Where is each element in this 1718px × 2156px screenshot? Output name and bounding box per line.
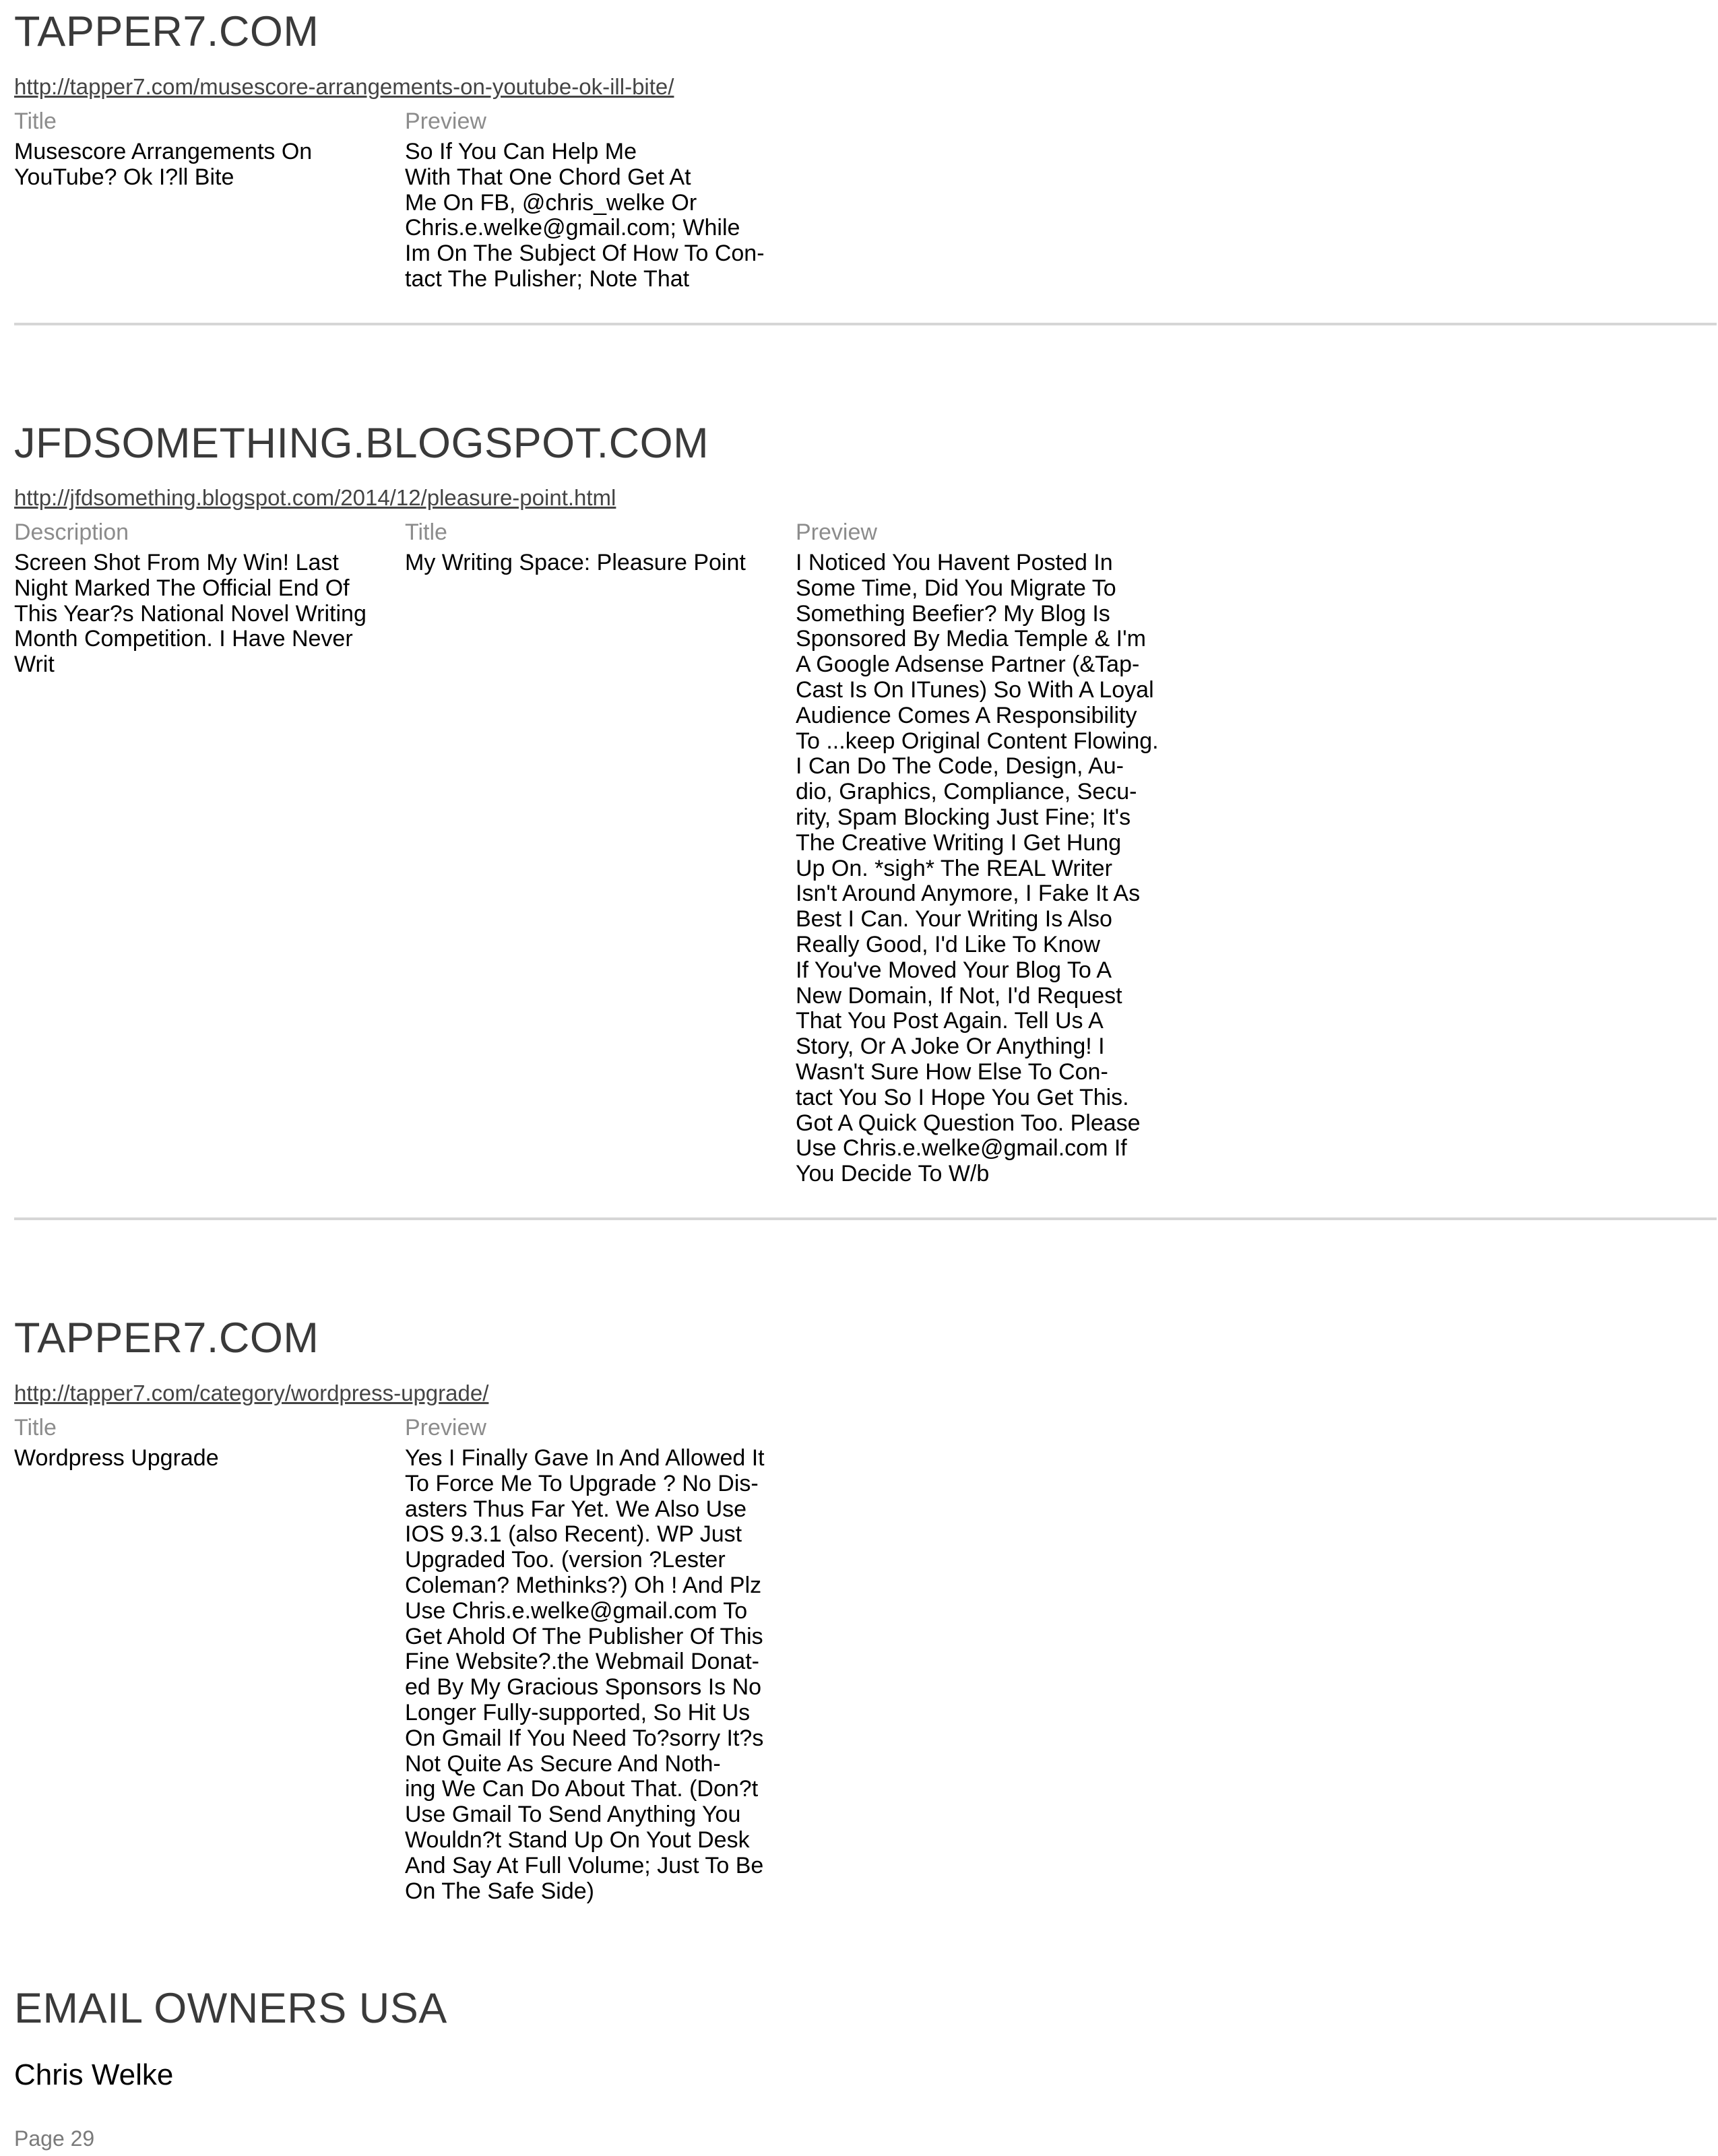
entry-domain-heading: JFDSOMETHING.BLOGSPOT.COM xyxy=(14,420,709,467)
preview-value: So If You Can Help Me With That One Chord Get At Me On FB, @chris_welke Or Chris.e.welke@gmail.com; While Im On The Subject Of How To Con- tact The Pulisher; Note That xyxy=(405,139,765,292)
entry-1 xyxy=(14,8,1712,307)
entry-2 xyxy=(14,422,1712,1197)
entry-domain-heading: TAPPER7.COM xyxy=(14,8,319,55)
title-column xyxy=(14,1415,391,1471)
preview-label: Preview xyxy=(405,108,486,134)
preview-value: Yes I Finally Gave In And Allowed It To Force Me To Upgrade ? No Dis- asters Thus Far Yet. We Also Use IOS 9.3.1 (also Recent). WP Just Upgraded Too. (version ?Lester Coleman? Methinks?) Oh ! And Plz Use Chris.e.welke@gmail.com To Get Ahold Of The Publisher Of This Fine Website?.the Webmail Donat- ed By My Gracious Sponsors Is No Longer Fully-supported, So Hit Us On Gmail If You Need To?sorry It?s Not Quite As Secure And Noth- ing We Can Do About That. (Don?t Use Gmail To Send Anything You Wouldn?t Stand Up On Yout Desk And Say At Full Volume; Just To Be On The Safe Side) xyxy=(405,1445,765,1904)
preview-label: Preview xyxy=(796,519,877,545)
preview-value: I Noticed You Havent Posted In Some Time, Did You Migrate To Something Beefier? My Blog Is Sponsored By Media Temple & I'm A Google Adsense Partner (&Tap- Cast Is On ITunes) So With A Loyal Audience Comes A Responsibility To ...keep Original Content Flowing. I Can Do The Code, Design, Au- dio, Graphics, Compliance, Secu- rity, Spam Blocking Just Fine; It's The Creative Writing I Get Hung Up On. *sigh* The REAL Writer Isn't Around Anymore, I Fake It As Best I Can. Your Writing Is Also Really Good, I'd Like To Know If You've Moved Your Blog To A New Domain, If Not, I'd Request That You Post Again. Tell Us A Story, Or A Joke Or Anything! I Wasn't Sure How Else To Con- tact You So I Hope You Get This. Got A Quick Question Too. Please Use Chris.e.welke@gmail.com If You Decide To W/b xyxy=(796,550,1159,1187)
entry-url-link[interactable]: http://tapper7.com/category/wordpress-upgrade/ xyxy=(14,1381,489,1405)
section-divider xyxy=(14,323,1717,325)
page-number: Page 29 xyxy=(14,2126,95,2151)
entry-domain-heading: TAPPER7.COM xyxy=(14,1314,319,1362)
preview-column xyxy=(405,1415,782,1904)
title-label: Title xyxy=(14,108,57,134)
email-owners-heading: EMAIL OWNERS USA xyxy=(14,1985,447,2032)
title-value: My Writing Space: Pleasure Point xyxy=(405,550,746,575)
title-label: Title xyxy=(405,519,447,545)
title-value: Musescore Arrangements On YouTube? Ok I?ll Bite xyxy=(14,139,313,190)
preview-label: Preview xyxy=(405,1415,486,1440)
title-column xyxy=(405,519,782,576)
description-label: Description xyxy=(14,519,129,545)
title-value: Wordpress Upgrade xyxy=(14,1445,219,1471)
title-column xyxy=(14,108,391,191)
title-label: Title xyxy=(14,1415,57,1440)
entry-3 xyxy=(14,1314,1712,1924)
description-column xyxy=(14,519,391,678)
preview-column xyxy=(405,108,782,292)
entry-url-link[interactable]: http://tapper7.com/musescore-arrangements-on-youtube-ok-ill-bite/ xyxy=(14,74,674,99)
preview-column xyxy=(796,519,1200,1187)
entry-url-link[interactable]: http://jfdsomething.blogspot.com/2014/12/pleasure-point.html xyxy=(14,485,616,510)
section-divider xyxy=(14,1217,1717,1220)
owner-name: Chris Welke xyxy=(14,2058,174,2091)
description-value: Screen Shot From My Win! Last Night Marked The Official End Of This Year?s National Novel Writing Month Competition. I Have Never Writ xyxy=(14,550,367,678)
